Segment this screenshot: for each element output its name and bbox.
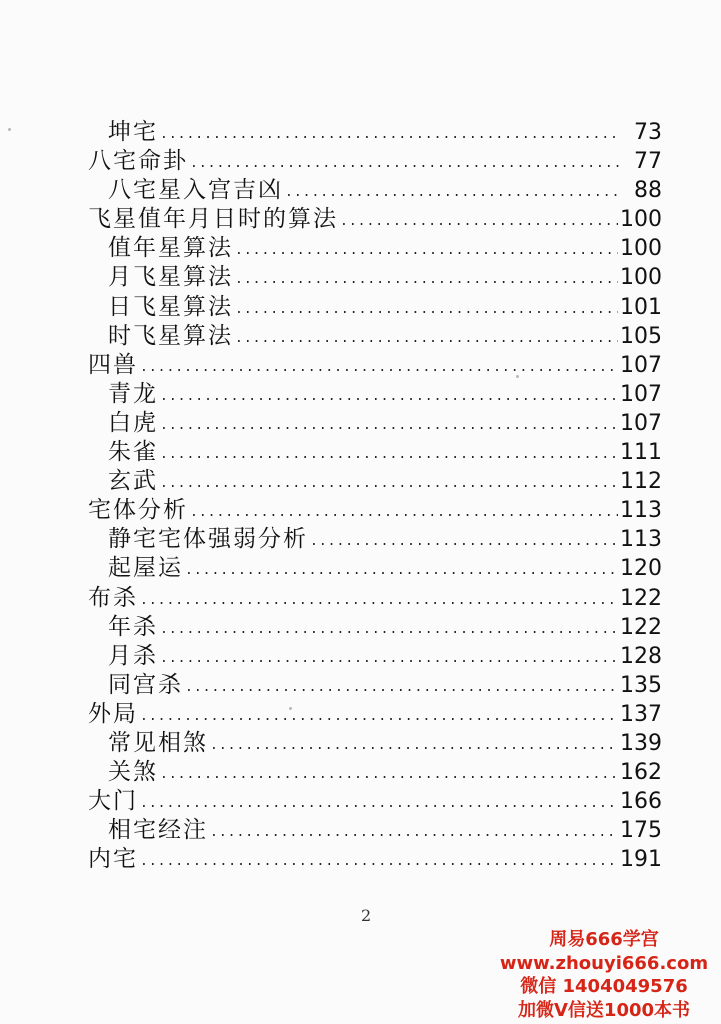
toc-leader-dots: [160, 382, 618, 411]
toc-entry-title: 月杀: [108, 642, 158, 669]
toc-leader-dots: [210, 818, 618, 847]
toc-entry-page: 101: [620, 294, 662, 320]
toc-leader-dots: [340, 207, 618, 236]
toc-entry-page: 73: [634, 120, 662, 145]
toc-entry-title: 朱雀: [108, 439, 158, 466]
toc-entry: [88, 816, 662, 845]
toc-entry-title: 宅体分析: [88, 497, 188, 524]
watermark: [499, 928, 709, 1022]
toc-entry-title: 内宅: [88, 846, 138, 873]
toc-entry: [88, 293, 662, 322]
toc-entry-title: 四兽: [88, 351, 138, 378]
toc-entry-page: 105: [620, 323, 662, 349]
toc-entry: [88, 554, 662, 583]
toc-entry: [88, 176, 662, 205]
toc-entry-page: 113: [620, 527, 662, 553]
toc-entry: [88, 263, 662, 292]
watermark-line-4: 加微V信送1000本书: [517, 999, 691, 1021]
toc-entry-page: 128: [620, 643, 662, 669]
toc-leader-dots: [140, 789, 618, 818]
toc-entry-page: 100: [620, 236, 662, 262]
toc-entry-page: 88: [634, 178, 662, 204]
toc-entry-title: 大门: [88, 788, 138, 815]
toc-entry-page: 122: [620, 585, 662, 611]
toc-entry-title: 飞星值年月日时的算法: [88, 206, 338, 233]
toc-entry-page: 139: [620, 730, 662, 756]
toc-leader-dots: [160, 440, 618, 469]
toc-entry-page: 107: [620, 410, 662, 436]
toc-entry-title: 相宅经注: [108, 817, 208, 844]
toc-entry: [88, 409, 662, 438]
toc-entry-page: 113: [620, 498, 662, 524]
toc-entry-title: 外局: [88, 700, 138, 727]
toc-entry-title: 常见相煞: [108, 729, 208, 756]
table-of-contents: [88, 118, 662, 874]
toc-entry: [88, 380, 662, 409]
toc-leader-dots: [140, 586, 618, 615]
toc-entry-title: 布杀: [88, 584, 138, 611]
toc-entry-title: 同宫杀: [108, 671, 183, 698]
toc-leader-dots: [160, 411, 618, 440]
toc-entry: [88, 787, 662, 816]
toc-leader-dots: [190, 498, 618, 527]
toc-entry: [88, 700, 662, 729]
toc-entry-title: 月飞星算法: [108, 264, 233, 291]
toc-leader-dots: [190, 149, 620, 178]
page-number: 2: [361, 906, 372, 925]
toc-entry-page: 122: [620, 614, 662, 640]
toc-entry-title: 静宅宅体强弱分析: [108, 526, 308, 553]
toc-leader-dots: [210, 731, 618, 760]
toc-entry-page: 111: [620, 440, 662, 466]
toc-entry: [88, 642, 662, 671]
toc-entry: [88, 525, 662, 554]
toc-entry: [88, 205, 662, 234]
toc-entry-page: 191: [620, 847, 662, 873]
toc-entry: [88, 758, 662, 787]
toc-entry-title: 白虎: [108, 409, 158, 436]
watermark-line-2: www.zhouyi666.com: [499, 952, 709, 974]
toc-entry-title: 关煞: [108, 759, 158, 786]
toc-leader-dots: [160, 120, 620, 149]
toc-leader-dots: [235, 265, 618, 294]
toc-leader-dots: [235, 236, 618, 265]
scan-speck: [516, 375, 519, 378]
toc-leader-dots: [235, 295, 618, 324]
toc-entry: [88, 613, 662, 642]
toc-leader-dots: [185, 556, 618, 585]
toc-entry-page: 162: [620, 760, 662, 786]
toc-entry-page: 120: [620, 556, 662, 582]
toc-entry-title: 青龙: [108, 380, 158, 407]
toc-leader-dots: [160, 760, 618, 789]
toc-entry-title: 玄武: [108, 468, 158, 495]
scan-speck: [8, 128, 11, 131]
toc-entry-page: 166: [620, 789, 662, 815]
toc-entry: [88, 496, 662, 525]
toc-leader-dots: [140, 353, 618, 382]
toc-entry-title: 起屋运: [108, 555, 183, 582]
toc-leader-dots: [235, 324, 618, 353]
toc-entry: [88, 729, 662, 758]
toc-entry-page: 77: [634, 149, 662, 175]
toc-leader-dots: [160, 644, 618, 673]
toc-entry-page: 107: [620, 352, 662, 378]
toc-entry: [88, 118, 662, 147]
toc-entry-page: 137: [620, 701, 662, 727]
toc-leader-dots: [160, 615, 618, 644]
toc-leader-dots: [140, 847, 618, 876]
toc-entry-title: 八宅命卦: [88, 148, 188, 175]
watermark-line-1: 周易666学宫: [549, 929, 659, 950]
scan-speck: [289, 707, 292, 710]
toc-entry-page: 100: [620, 265, 662, 291]
toc-entry: [88, 322, 662, 351]
toc-entry: [88, 671, 662, 700]
toc-entry-page: 175: [620, 818, 662, 844]
toc-leader-dots: [310, 527, 618, 556]
toc-entry-page: 100: [620, 207, 662, 233]
toc-entry-title: 年杀: [108, 613, 158, 640]
toc-entry-page: 135: [620, 672, 662, 698]
toc-entry-title: 时飞星算法: [108, 322, 233, 349]
toc-entry: [88, 147, 662, 176]
toc-leader-dots: [160, 469, 618, 498]
toc-entry: [88, 845, 662, 874]
toc-entry: [88, 467, 662, 496]
toc-entry-title: 日飞星算法: [108, 293, 233, 320]
toc-entry-title: 八宅星入宫吉凶: [108, 177, 283, 204]
toc-entry: [88, 438, 662, 467]
toc-leader-dots: [185, 673, 618, 702]
toc-entry-title: 值年星算法: [108, 235, 233, 262]
toc-entry-title: 坤宅: [108, 119, 158, 145]
toc-leader-dots: [140, 702, 618, 731]
toc-entry-page: 107: [620, 381, 662, 407]
toc-leader-dots: [285, 178, 620, 207]
watermark-line-3: 微信 1404049576: [520, 976, 688, 997]
toc-entry-page: 112: [620, 469, 662, 495]
toc-entry: [88, 234, 662, 263]
toc-entry: [88, 351, 662, 380]
toc-entry: [88, 584, 662, 613]
